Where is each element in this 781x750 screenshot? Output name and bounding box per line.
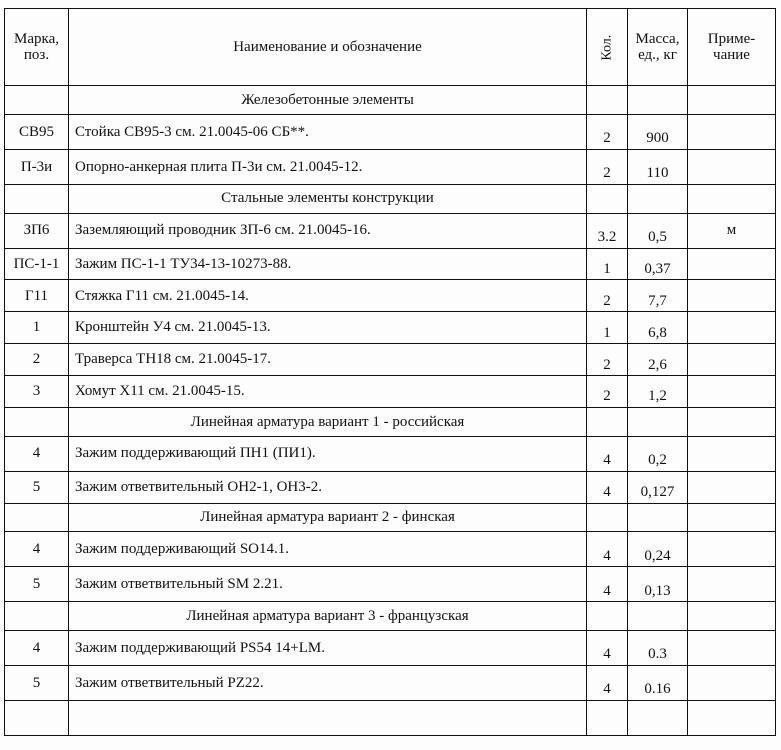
section-title: Линейная арматура вариант 3 - французская xyxy=(69,602,587,631)
section-note-cell xyxy=(688,602,776,631)
row-note xyxy=(688,149,776,184)
empty-cell xyxy=(688,700,776,735)
row-mark: 4 xyxy=(5,630,69,665)
section-mass-cell xyxy=(628,503,688,532)
row-note xyxy=(688,567,776,602)
header-qty-label: Кол. xyxy=(599,34,615,61)
row-note xyxy=(688,248,776,280)
row-mass: 110 xyxy=(628,149,688,184)
header-note: Приме- чание xyxy=(688,9,776,86)
row-mark: 5 xyxy=(5,471,69,503)
table-row xyxy=(5,149,776,184)
row-qty: 1 xyxy=(587,248,628,280)
section-row xyxy=(5,602,776,631)
row-name: Кронштейн У4 см. 21.0045-13. xyxy=(69,312,587,344)
table-row xyxy=(5,114,776,149)
row-note xyxy=(688,665,776,700)
row-mark: 2 xyxy=(5,344,69,376)
section-mark-cell xyxy=(5,86,69,115)
section-note-cell xyxy=(688,407,776,436)
section-mark-cell xyxy=(5,184,69,213)
row-name: Хомут Х11 см. 21.0045-15. xyxy=(69,376,587,408)
row-note xyxy=(688,630,776,665)
row-note xyxy=(688,471,776,503)
header-row xyxy=(5,9,776,86)
section-row xyxy=(5,184,776,213)
section-mass-cell xyxy=(628,86,688,115)
row-qty: 4 xyxy=(587,630,628,665)
table-row xyxy=(5,567,776,602)
row-name: Заземляющий проводник ЗП-6 см. 21.0045-16. xyxy=(69,213,587,248)
row-note xyxy=(688,312,776,344)
section-qty-cell xyxy=(587,86,628,115)
row-qty: 2 xyxy=(587,114,628,149)
row-qty: 1 xyxy=(587,312,628,344)
row-note xyxy=(688,376,776,408)
row-qty: 3.2 xyxy=(587,213,628,248)
section-row xyxy=(5,407,776,436)
row-name: Зажим ответвительный SM 2.21. xyxy=(69,567,587,602)
row-note xyxy=(688,436,776,471)
row-name: Зажим поддерживающий ПН1 (ПИ1). xyxy=(69,436,587,471)
section-title: Железобетонные элементы xyxy=(69,86,587,115)
row-name: Опорно-анкерная плита П-3и см. 21.0045-12. xyxy=(69,149,587,184)
row-qty: 2 xyxy=(587,149,628,184)
section-mass-cell xyxy=(628,407,688,436)
row-mass: 0,37 xyxy=(628,248,688,280)
row-qty: 2 xyxy=(587,344,628,376)
row-name: Зажим ответвительный ОН2-1, ОН3-2. xyxy=(69,471,587,503)
section-title: Стальные элементы конструкции xyxy=(69,184,587,213)
row-mass: 6,8 xyxy=(628,312,688,344)
section-mark-cell xyxy=(5,602,69,631)
section-row xyxy=(5,503,776,532)
table-row xyxy=(5,665,776,700)
row-qty: 4 xyxy=(587,436,628,471)
table-row xyxy=(5,213,776,248)
row-note xyxy=(688,280,776,312)
table-row xyxy=(5,312,776,344)
row-name: Зажим ПС-1-1 ТУ34-13-10273-88. xyxy=(69,248,587,280)
table-row xyxy=(5,280,776,312)
row-name: Стойка СВ95-3 см. 21.0045-06 СБ**. xyxy=(69,114,587,149)
row-mass: 0,127 xyxy=(628,471,688,503)
row-mark: П-3и xyxy=(5,149,69,184)
row-mass: 2,6 xyxy=(628,344,688,376)
row-mark: 1 xyxy=(5,312,69,344)
section-qty-cell xyxy=(587,407,628,436)
section-qty-cell xyxy=(587,184,628,213)
row-mass: 7,7 xyxy=(628,280,688,312)
section-note-cell xyxy=(688,503,776,532)
row-mark: 5 xyxy=(5,567,69,602)
row-name: Зажим ответвительный PZ22. xyxy=(69,665,587,700)
table-row xyxy=(5,471,776,503)
header-qty xyxy=(587,9,628,86)
row-mark: 4 xyxy=(5,532,69,567)
section-qty-cell xyxy=(587,602,628,631)
section-mass-cell xyxy=(628,602,688,631)
header-mass: Масса, ед., кг xyxy=(628,9,688,86)
empty-cell xyxy=(69,700,587,735)
empty-cell xyxy=(587,700,628,735)
row-note xyxy=(688,114,776,149)
row-name: Зажим поддерживающий SO14.1. xyxy=(69,532,587,567)
row-mark: 5 xyxy=(5,665,69,700)
row-name: Стяжка Г11 см. 21.0045-14. xyxy=(69,280,587,312)
section-qty-cell xyxy=(587,503,628,532)
section-note-cell xyxy=(688,86,776,115)
row-qty: 4 xyxy=(587,471,628,503)
row-mass: 0,5 xyxy=(628,213,688,248)
row-mark: ЗП6 xyxy=(5,213,69,248)
empty-row xyxy=(5,700,776,735)
table-row xyxy=(5,248,776,280)
section-title: Линейная арматура вариант 2 - финская xyxy=(69,503,587,532)
row-qty: 4 xyxy=(587,567,628,602)
header-mark: Марка, поз. xyxy=(5,9,69,86)
empty-cell xyxy=(628,700,688,735)
row-name: Зажим поддерживающий PS54 14+LM. xyxy=(69,630,587,665)
header-name: Наименование и обозначение xyxy=(69,9,587,86)
section-mark-cell xyxy=(5,503,69,532)
row-mark: ПС-1-1 xyxy=(5,248,69,280)
section-mark-cell xyxy=(5,407,69,436)
row-qty: 4 xyxy=(587,665,628,700)
row-mass: 0,13 xyxy=(628,567,688,602)
row-note xyxy=(688,344,776,376)
table-row xyxy=(5,630,776,665)
table-row xyxy=(5,532,776,567)
section-row xyxy=(5,86,776,115)
row-mass: 900 xyxy=(628,114,688,149)
row-mark: 3 xyxy=(5,376,69,408)
table-row xyxy=(5,344,776,376)
section-note-cell xyxy=(688,184,776,213)
empty-cell xyxy=(5,700,69,735)
row-note: м xyxy=(688,213,776,248)
table-row xyxy=(5,436,776,471)
row-mass: 0.3 xyxy=(628,630,688,665)
row-qty: 2 xyxy=(587,376,628,408)
table-row xyxy=(5,376,776,408)
row-mark: СВ95 xyxy=(5,114,69,149)
row-name: Траверса ТН18 см. 21.0045-17. xyxy=(69,344,587,376)
row-mark: Г11 xyxy=(5,280,69,312)
row-qty: 4 xyxy=(587,532,628,567)
section-title: Линейная арматура вариант 1 - российская xyxy=(69,407,587,436)
row-mass: 0.16 xyxy=(628,665,688,700)
specification-table xyxy=(4,8,776,736)
row-note xyxy=(688,532,776,567)
row-mass: 0,2 xyxy=(628,436,688,471)
row-mass: 0,24 xyxy=(628,532,688,567)
row-mass: 1,2 xyxy=(628,376,688,408)
section-mass-cell xyxy=(628,184,688,213)
row-qty: 2 xyxy=(587,280,628,312)
row-mark: 4 xyxy=(5,436,69,471)
